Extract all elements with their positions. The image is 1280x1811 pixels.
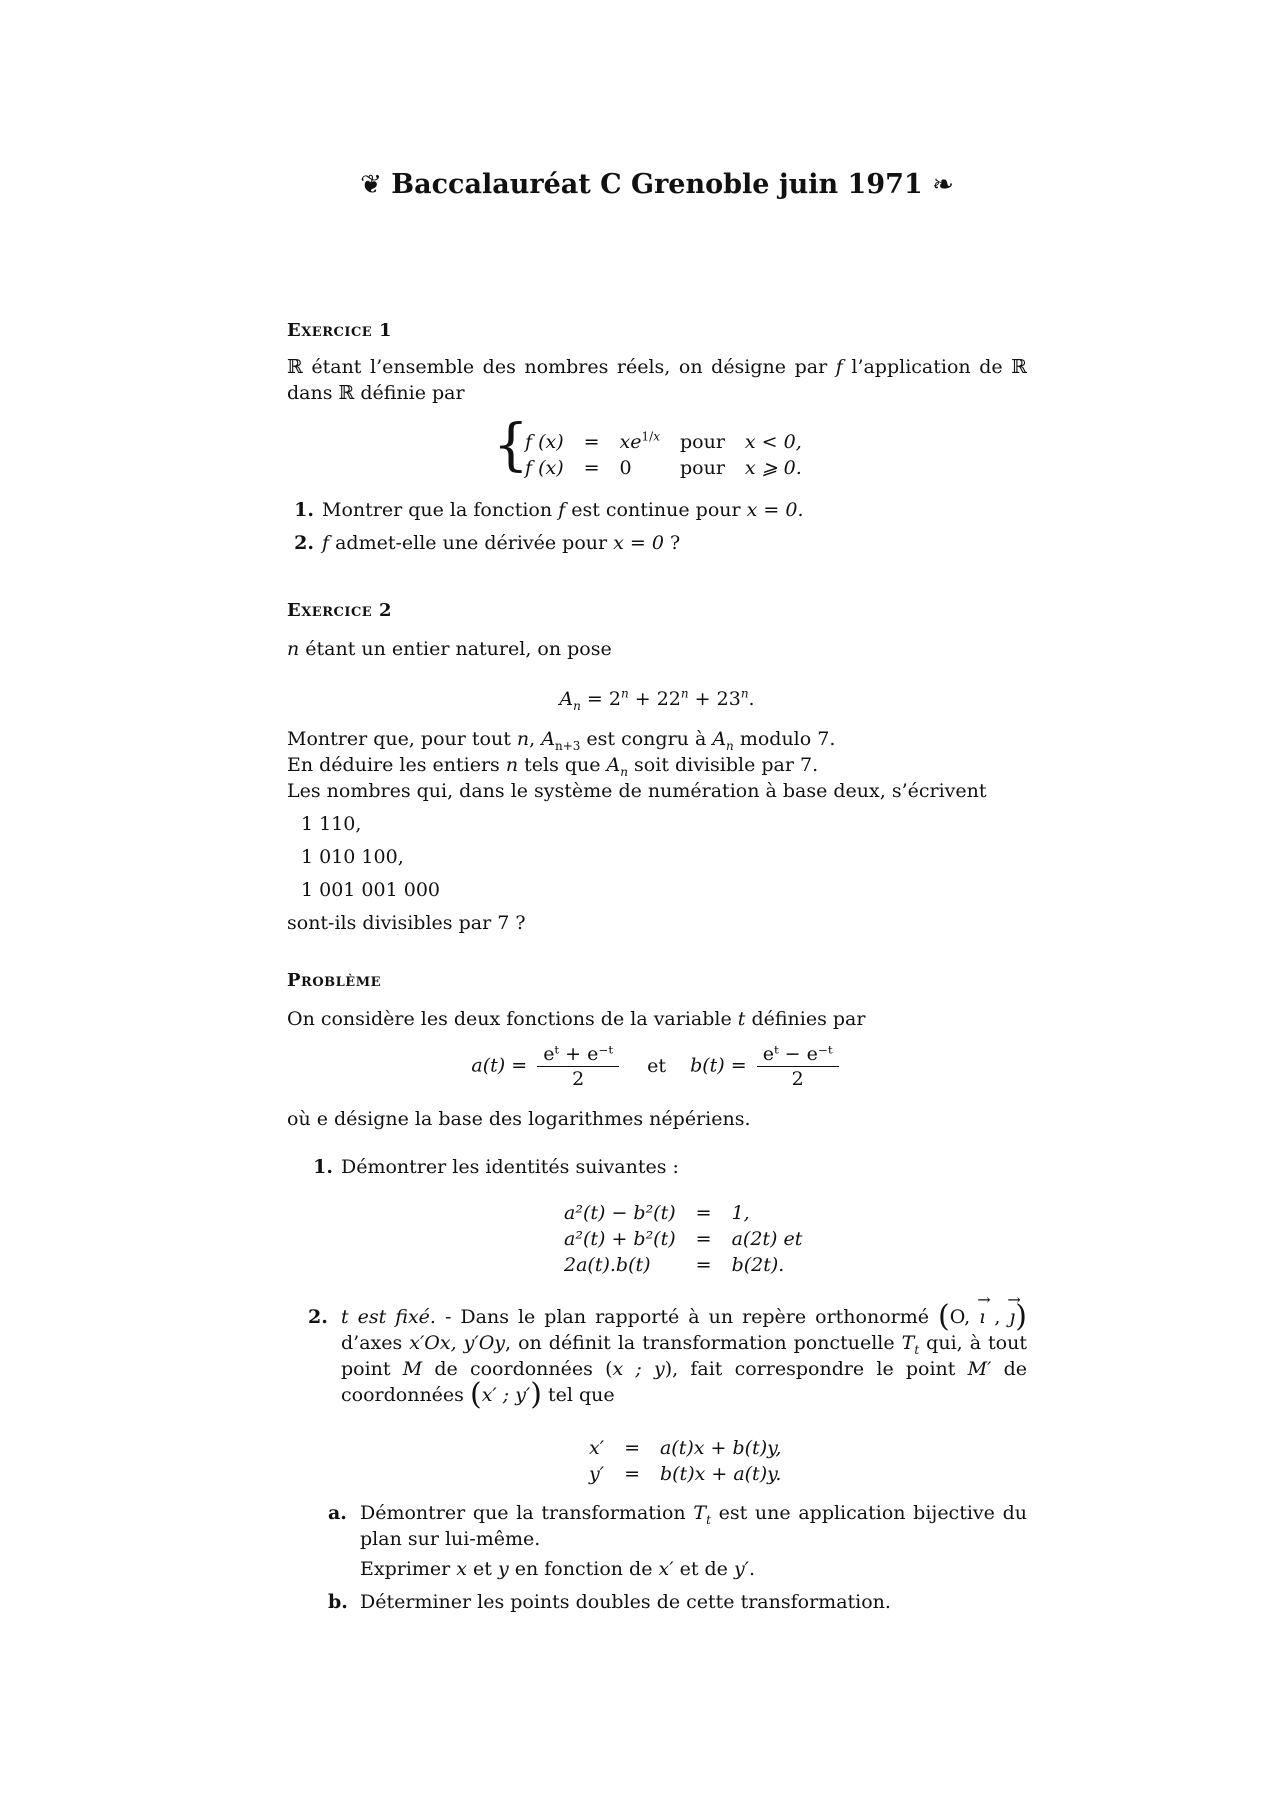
exercice1-intro: ℝ étant l’ensemble des nombres réels, on désigne par f l’application de ℝ dans ℝ définie par bbox=[287, 356, 1027, 404]
probleme-definitions: a(t) = $\frac{\text{eᵗ + e⁻ᵗ}}{2}$ et b(t) = $\frac{\text{eᵗ − e⁻ᵗ}}{2}$ bbox=[287, 1042, 1027, 1091]
exercice2-intro: n étant un entier naturel, on pose bbox=[287, 638, 612, 660]
probleme-heading: Problème bbox=[287, 970, 381, 991]
transformation-table bbox=[579, 1435, 791, 1487]
exercice2-heading: Exercice 2 bbox=[287, 600, 392, 621]
identity-row-2: a²(t) + b²(t) = a(2t) et bbox=[564, 1228, 803, 1250]
exercice2-line-2: En déduire les entiers n tels que $A_n$ soit divisible par 7. bbox=[287, 754, 819, 779]
exercice1-question-1: 1. Montrer que la fonction f est continue pour x = 0. bbox=[294, 499, 804, 521]
identity-row-3: 2a(t).b(t) = b(2t). bbox=[564, 1254, 785, 1276]
system-brace: { bbox=[493, 413, 529, 478]
fleuron-left-icon: ❦ bbox=[360, 170, 382, 200]
page-title bbox=[287, 169, 1027, 200]
exercice2-formula: $A_n = 2^n + 22^n + 23^n$. bbox=[559, 686, 755, 713]
fraction-a: $\frac{\text{eᵗ + e⁻ᵗ}}{2}$ bbox=[537, 1042, 619, 1091]
system-row-1: f (x) = $xe^{1/x}$ pour x < 0, bbox=[525, 429, 802, 453]
transform-row-1: x′ = a(t)x + b(t)y, bbox=[589, 1437, 782, 1459]
exercice2-line-1: Montrer que, pour tout n, $A_{n+3}$ est congru à $A_n$ modulo 7. bbox=[287, 728, 836, 753]
fleuron-right-icon: ❧ bbox=[932, 170, 954, 200]
vector-i: → ı bbox=[979, 1304, 985, 1330]
vector-j: → ȷ bbox=[1009, 1304, 1015, 1330]
probleme-question-2a: a. Démontrer que la transformation $T_t$ est une application bijective du plan sur lui-même. bbox=[328, 1502, 1027, 1550]
probleme-after-definitions: où e désigne la base des logarithmes népériens. bbox=[287, 1108, 751, 1130]
probleme-question-1: 1. Démontrer les identités suivantes : bbox=[313, 1156, 679, 1178]
identities-table bbox=[554, 1200, 812, 1278]
probleme-question-2a-express: Exprimer x et y en fonction de x′ et de y′. bbox=[360, 1558, 756, 1580]
probleme-intro: On considère les deux fonctions de la variable t définies par bbox=[287, 1008, 866, 1030]
exercice1-question-2: 2. f admet-elle une dérivée pour x = 0 ? bbox=[294, 532, 681, 554]
probleme-question-2b: b. Déterminer les points doubles de cette transformation. bbox=[328, 1591, 891, 1613]
exercice2-line-4: sont-ils divisibles par 7 ? bbox=[287, 912, 526, 934]
binary-number-2: 1 010 100, bbox=[301, 846, 404, 868]
title-text: Baccalauréat C Grenoble juin 1971 bbox=[391, 169, 923, 200]
piecewise-system bbox=[515, 429, 812, 481]
system-row-2: f (x) = 0 pour x ⩾ 0. bbox=[525, 457, 802, 479]
exercice2-line-3: Les nombres qui, dans le système de numération à base deux, s’écrivent bbox=[287, 780, 987, 802]
transform-row-2: y′ = b(t)x + a(t)y. bbox=[589, 1463, 782, 1485]
identity-row-1: a²(t) − b²(t) = 1, bbox=[564, 1202, 750, 1224]
fraction-b: $\frac{\text{eᵗ − e⁻ᵗ}}{2}$ bbox=[757, 1042, 839, 1091]
binary-number-3: 1 001 001 000 bbox=[301, 879, 441, 901]
binary-number-1: 1 110, bbox=[301, 813, 362, 835]
exercice1-heading: Exercice 1 bbox=[287, 320, 392, 341]
probleme-question-2: 2. t est fixé. - Dans le plan rapporté à un repère orthonormé (O, → ı , → ȷ) d’axes x′Ox, y′Oy, on définit la transformation ponctuelle $T_t$ qui, à tout point M de coordonnées (x ; y), fait correspondre le point M′ de coordonnées (x′ ; y′) tel que bbox=[341, 1304, 1027, 1408]
